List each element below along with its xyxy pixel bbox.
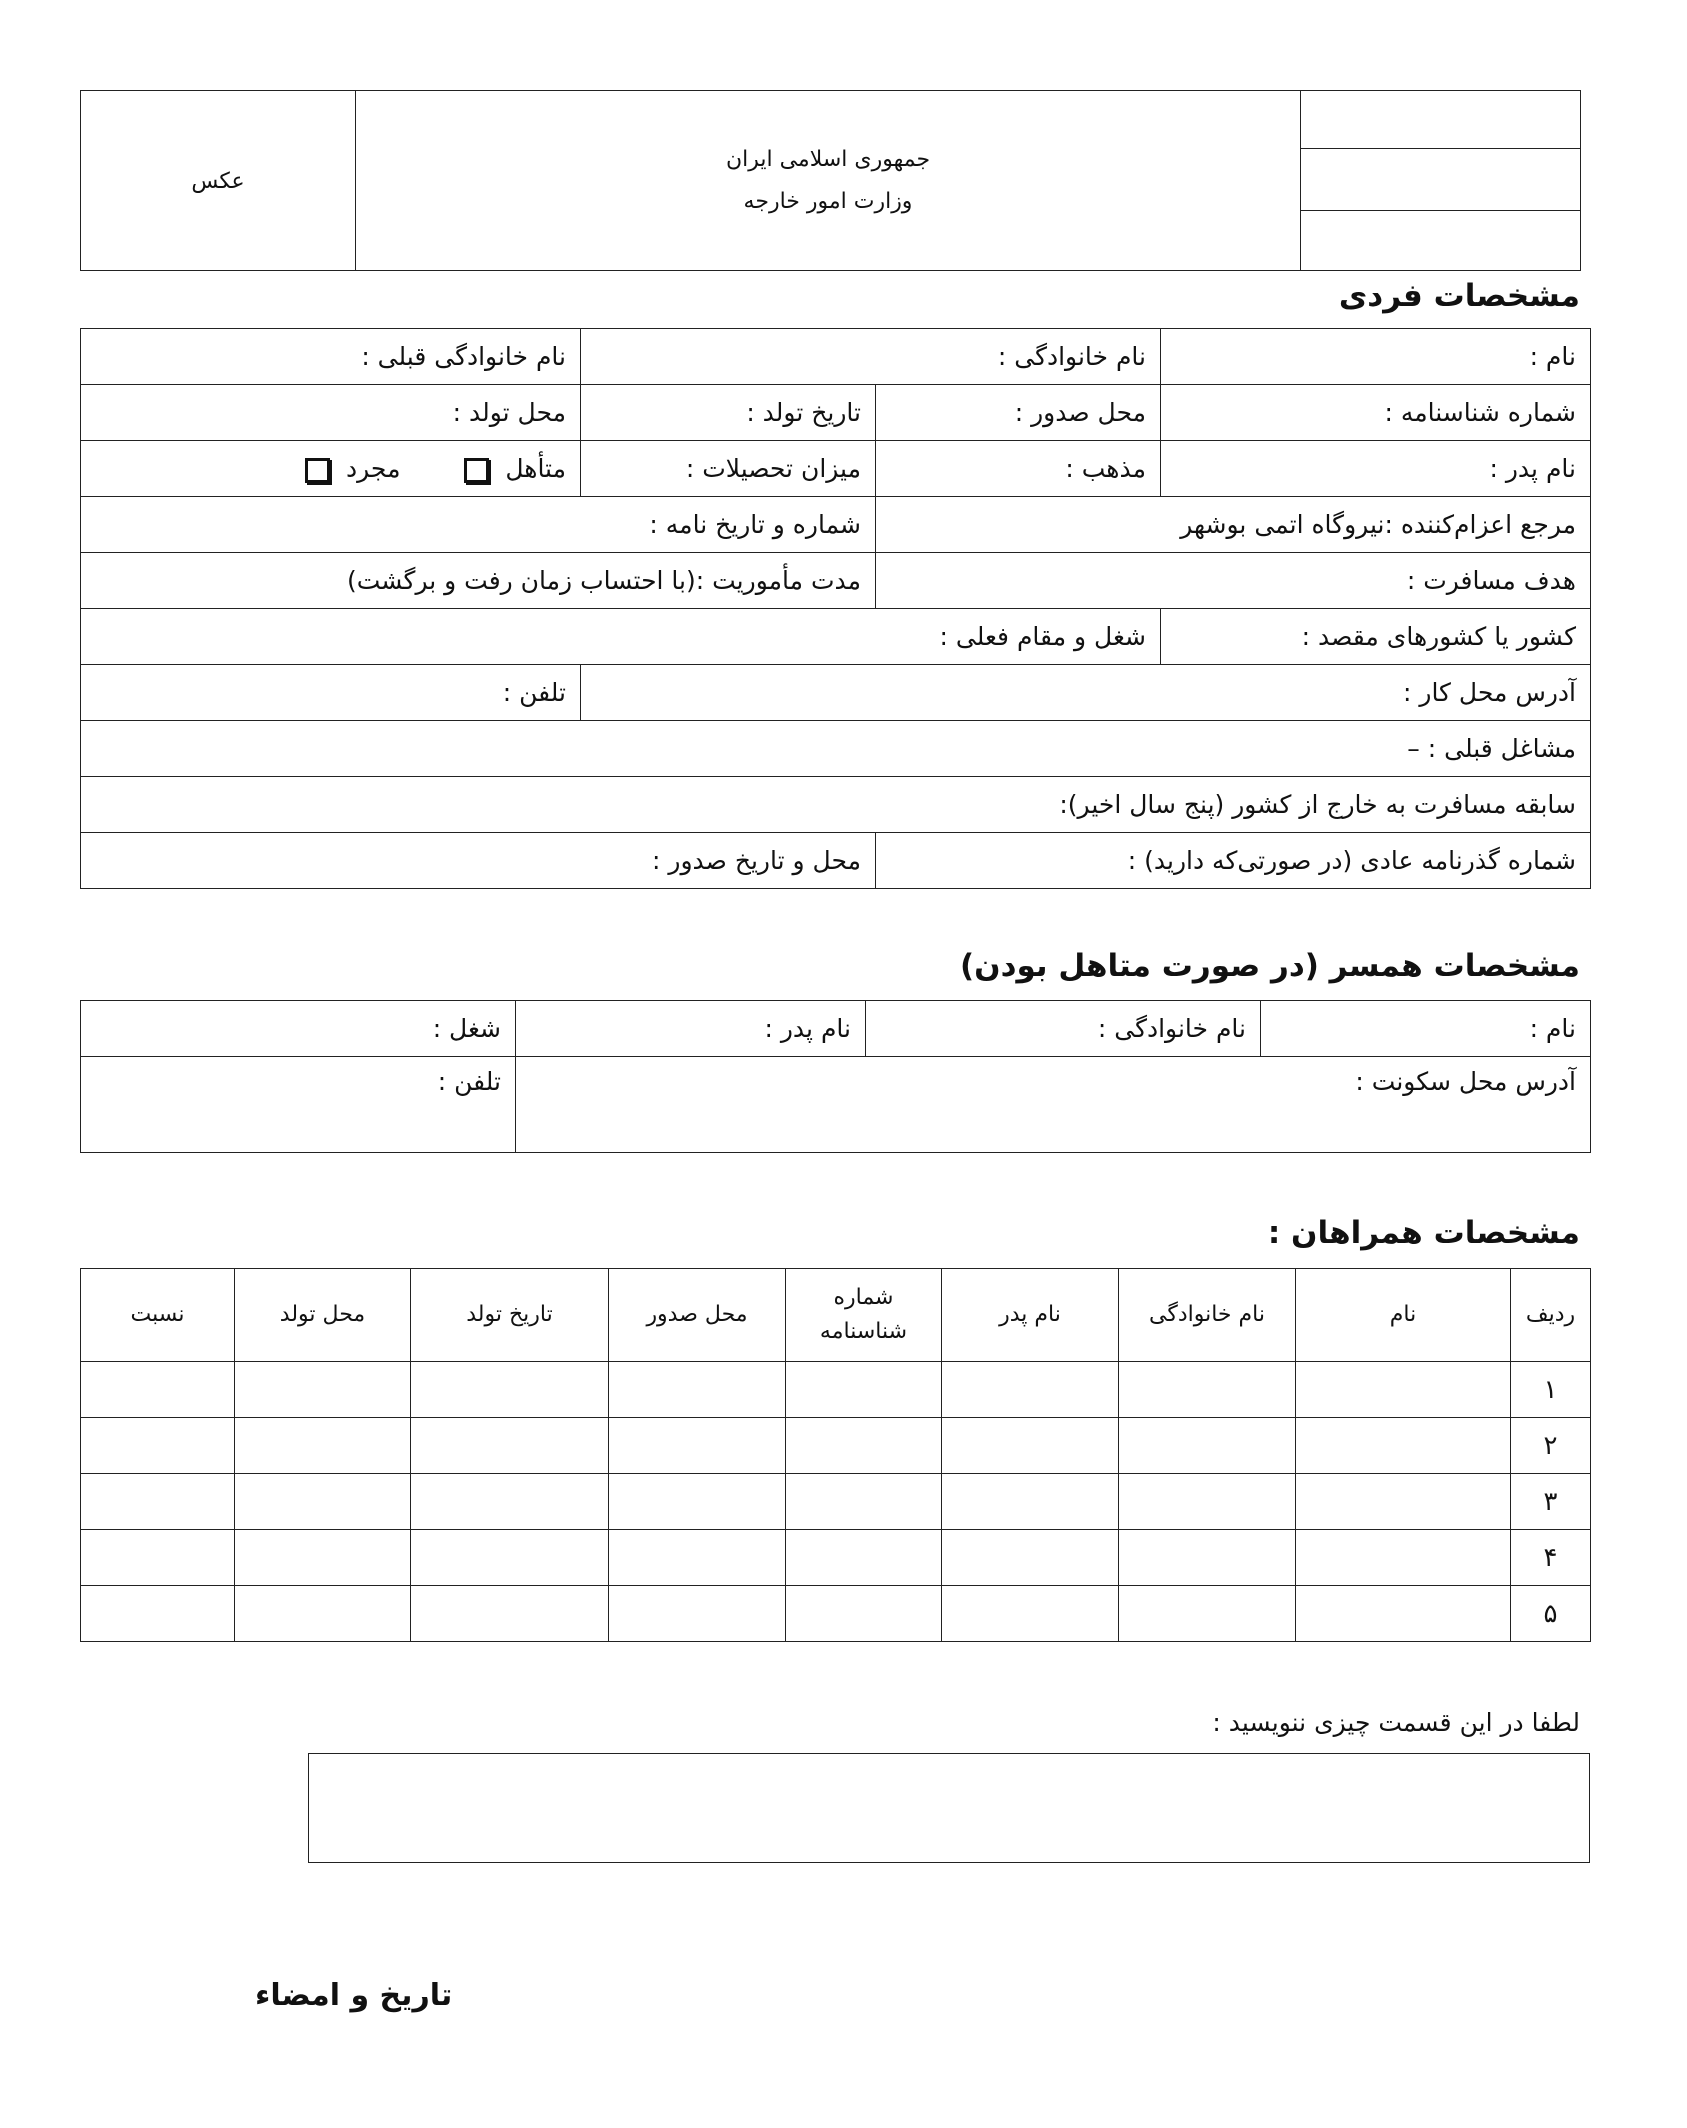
table-row bbox=[81, 1362, 1591, 1418]
row-number: ۵ bbox=[1511, 1586, 1591, 1642]
office-use-note: لطفا در این قسمت چیزی ننویسید : bbox=[1212, 1708, 1580, 1737]
table-row bbox=[81, 1418, 1591, 1474]
work-phone-cell: تلفن : bbox=[81, 665, 581, 721]
ref-box-2 bbox=[1301, 149, 1581, 211]
signature-label: تاریخ و امضاء bbox=[255, 1978, 453, 2013]
companions-table bbox=[80, 1268, 1591, 1642]
org-line-1: جمهوری اسلامی ایران bbox=[725, 147, 931, 172]
religion-cell: مذهب : bbox=[876, 441, 1161, 497]
id-number-cell: شماره شناسنامه : bbox=[1161, 385, 1591, 441]
education-cell: میزان تحصیلات : bbox=[581, 441, 876, 497]
table-row bbox=[81, 1586, 1591, 1642]
spouse-address-cell: آدرس محل سکونت : bbox=[516, 1057, 1591, 1153]
col-header-first-name: نام bbox=[1296, 1269, 1511, 1362]
col-header-id-number: شماره شناسنامه bbox=[786, 1269, 942, 1362]
org-line-2: وزارت امور خارجه bbox=[743, 189, 913, 214]
passport-issue-cell: محل و تاریخ صدور : bbox=[81, 833, 876, 889]
father-name-cell: نام پدر : bbox=[1161, 441, 1591, 497]
letter-number-date-cell: شماره و تاریخ نامه : bbox=[81, 497, 876, 553]
ref-box-3 bbox=[1301, 211, 1581, 271]
personal-section-title: مشخصات فردی bbox=[1338, 278, 1580, 314]
sending-org-cell: مرجع اعزام‌کننده :نیروگاه اتمی بوشهر bbox=[876, 497, 1591, 553]
mission-duration-cell: مدت مأموریت :(با احتساب زمان رفت و برگشت) bbox=[81, 553, 876, 609]
spouse-last-name-cell: نام خانوادگی : bbox=[866, 1001, 1261, 1057]
travel-history-cell: سابقه مسافرت به خارج از کشور (پنج سال اخیر): bbox=[81, 777, 1591, 833]
row-number: ۱ bbox=[1511, 1362, 1591, 1418]
col-header-birth-date: تاریخ تولد bbox=[411, 1269, 609, 1362]
companions-section-title: مشخصات همراهان : bbox=[1267, 1215, 1580, 1251]
photo-label: عکس bbox=[191, 169, 245, 194]
spouse-first-name-cell: نام : bbox=[1261, 1001, 1591, 1057]
col-header-father-name: نام پدر bbox=[942, 1269, 1119, 1362]
birth-place-cell: محل تولد : bbox=[81, 385, 581, 441]
office-use-box bbox=[308, 1753, 1590, 1863]
previous-jobs-cell: مشاغل قبلی : – bbox=[81, 721, 1591, 777]
personal-table bbox=[80, 328, 1591, 889]
table-row bbox=[81, 1474, 1591, 1530]
spouse-father-name-cell: نام پدر : bbox=[516, 1001, 866, 1057]
married-checkbox[interactable] bbox=[464, 458, 489, 483]
row-number: ۴ bbox=[1511, 1530, 1591, 1586]
col-header-last-name: نام خانوادگی bbox=[1119, 1269, 1296, 1362]
travel-purpose-cell: هدف مسافرت : bbox=[876, 553, 1591, 609]
last-name-cell: نام خانوادگی : bbox=[581, 329, 1161, 385]
marital-status-cell bbox=[81, 441, 581, 497]
header-table bbox=[80, 90, 1581, 271]
spouse-section-title: مشخصات همسر (در صورت متاهل بودن) bbox=[959, 948, 1580, 984]
work-address-cell: آدرس محل کار : bbox=[581, 665, 1591, 721]
photo-box bbox=[81, 91, 356, 271]
spouse-job-cell: شغل : bbox=[81, 1001, 516, 1057]
col-header-issue-place: محل صدور bbox=[609, 1269, 786, 1362]
spouse-table bbox=[80, 1000, 1591, 1153]
table-row bbox=[81, 1530, 1591, 1586]
job-position-cell: شغل و مقام فعلی : bbox=[81, 609, 1161, 665]
single-label: مجرد bbox=[346, 454, 401, 483]
col-header-relation: نسبت bbox=[81, 1269, 235, 1362]
single-checkbox[interactable] bbox=[305, 458, 330, 483]
issue-place-cell: محل صدور : bbox=[876, 385, 1161, 441]
spouse-phone-cell: تلفن : bbox=[81, 1057, 516, 1153]
row-number: ۳ bbox=[1511, 1474, 1591, 1530]
destination-cell: کشور یا کشورهای مقصد : bbox=[1161, 609, 1591, 665]
prev-last-name-cell: نام خانوادگی قبلی : bbox=[81, 329, 581, 385]
org-box bbox=[356, 91, 1301, 271]
married-label: متأهل bbox=[505, 454, 566, 483]
col-header-row: ردیف bbox=[1511, 1269, 1591, 1362]
birth-date-cell: تاریخ تولد : bbox=[581, 385, 876, 441]
passport-number-cell: شماره گذرنامه عادی (در صورتی‌که دارید) : bbox=[876, 833, 1591, 889]
first-name-cell: نام : bbox=[1161, 329, 1591, 385]
ref-box-1 bbox=[1301, 91, 1581, 149]
col-header-birth-place: محل تولد bbox=[235, 1269, 411, 1362]
row-number: ۲ bbox=[1511, 1418, 1591, 1474]
